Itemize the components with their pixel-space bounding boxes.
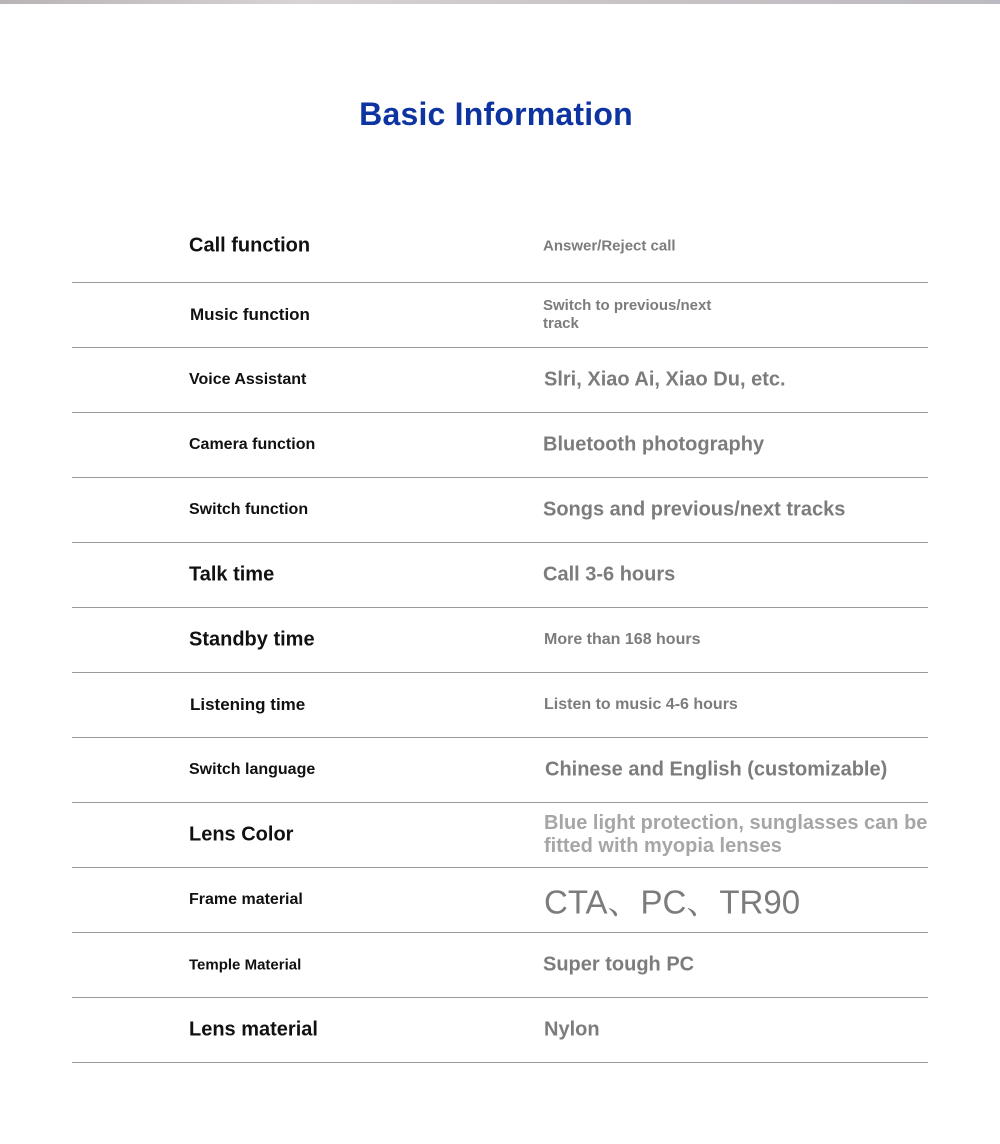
spec-label: Temple Material <box>189 956 302 974</box>
spec-row <box>72 868 928 933</box>
spec-value: Call 3-6 hours <box>543 563 676 586</box>
spec-table <box>72 210 928 1063</box>
spec-value: Slri, Xiao Ai, Xiao Du, etc. <box>544 368 786 391</box>
spec-value: Bluetooth photography <box>543 433 765 456</box>
spec-value: Chinese and English (customizable) <box>545 758 888 781</box>
spec-row <box>72 413 928 478</box>
spec-row <box>72 803 928 868</box>
spec-row <box>72 210 928 283</box>
spec-label: Frame material <box>189 891 303 908</box>
spec-value: CTA、PC、TR90 <box>544 883 801 921</box>
spec-value: Super tough PC <box>543 953 695 976</box>
spec-value: Blue light protection, sunglasses can be fitted with myopia lenses <box>544 812 928 857</box>
spec-label: Lens material <box>189 1018 318 1041</box>
spec-value: Answer/Reject call <box>543 237 676 255</box>
spec-label: Switch function <box>189 501 309 518</box>
spec-label: Lens Color <box>189 823 294 846</box>
spec-row <box>72 283 928 348</box>
page-title: Basic Information <box>359 96 633 132</box>
spec-label: Call function <box>189 234 311 257</box>
spec-value: Nylon <box>544 1018 600 1041</box>
spec-row <box>72 348 928 413</box>
spec-row <box>72 933 928 998</box>
spec-label: Voice Assistant <box>189 371 307 388</box>
spec-label: Standby time <box>189 628 315 651</box>
spec-row <box>72 543 928 608</box>
top-banner-strip <box>0 0 1000 4</box>
spec-row <box>72 478 928 543</box>
spec-label: Switch language <box>189 761 316 778</box>
spec-row <box>72 673 928 738</box>
spec-label: Camera function <box>189 436 316 453</box>
spec-row <box>72 608 928 673</box>
spec-label: Talk time <box>189 563 275 586</box>
spec-value: Listen to music 4-6 hours <box>544 696 738 713</box>
spec-label: Music function <box>190 305 310 324</box>
spec-row <box>72 738 928 803</box>
spec-row <box>72 998 928 1063</box>
spec-value: More than 168 hours <box>544 631 701 648</box>
spec-label: Listening time <box>190 695 306 714</box>
spec-value: Songs and previous/next tracks <box>543 498 846 521</box>
spec-value: Switch to previous/next track <box>543 297 712 332</box>
